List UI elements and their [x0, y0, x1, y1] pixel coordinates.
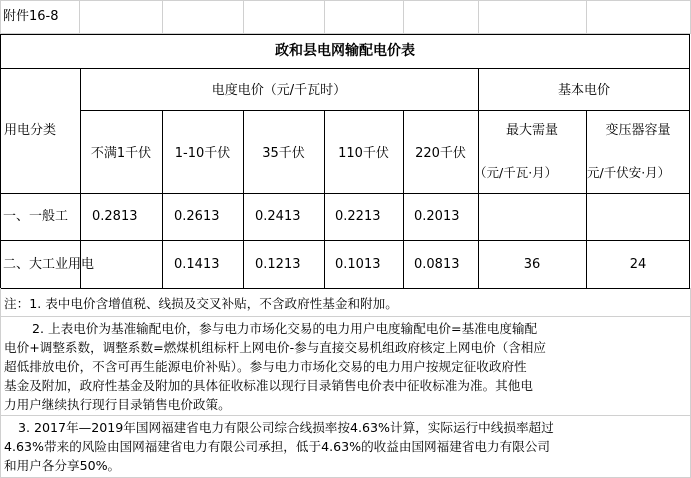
table-cell: 0.1413 [174, 257, 220, 272]
note-2-line: 2. 上表电价为基准输配电价，参与电力市场化交易的电力用户电度输配电价=基准电度输配 [32, 321, 538, 336]
note-2-line: 电价+调整系数，调整系数=燃煤机组标杆上网电价-参与直接交易机组政府核定上网电价（含相应 [4, 340, 546, 355]
grid-line [162, 0, 163, 34]
table-cell: 0.2013 [414, 209, 460, 224]
note-2-line: 超低排放电价，不含可再生能源电价补贴）。参与电力市场化交易的电力用户按规定征收政府性 [4, 359, 527, 374]
table-border [80, 110, 690, 111]
table-cell: 0.2613 [174, 209, 220, 224]
table-cell: 0.0813 [414, 257, 460, 272]
header-voltage: 110千伏 [338, 146, 389, 161]
grid-line [243, 0, 244, 34]
header-energy-price: 电度电价（元/千瓦时） [211, 83, 347, 98]
grid-line [79, 0, 80, 34]
header-category: 用电分类 [4, 123, 57, 138]
table-border [80, 68, 81, 289]
grid-line [0, 415, 691, 416]
note-3-line: 4.63%带来的风险由国网福建省电力有限公司承担，低于4.63%的收益由国网福建省电力有限公司 [4, 439, 550, 454]
note-3-line: 和用户各分享50%。 [4, 458, 121, 473]
table-border [0, 34, 690, 35]
table-cell: 24 [629, 257, 647, 272]
grid-line [0, 0, 691, 1]
grid-line [0, 288, 1, 478]
grid-line [403, 0, 404, 34]
unit-max-demand: （元/千瓦·月） [474, 165, 558, 180]
table-cell: 0.1213 [255, 257, 301, 272]
table-cell: 0.2213 [335, 209, 381, 224]
header-voltage: 220千伏 [415, 146, 466, 161]
header-basic-price: 基本电价 [557, 83, 610, 98]
note-2-line: 力用户继续执行现行目录销售电价政策。 [4, 397, 231, 412]
row-category: 一、一般工 [3, 209, 69, 224]
table-cell: 0.1013 [335, 257, 381, 272]
grid-line [478, 0, 479, 34]
table-cell: 0.2413 [255, 209, 301, 224]
unit-transformer: 元/千伏安·月） [587, 165, 671, 180]
note-1: 注：1. 表中电价含增值税、线损及交叉补贴，不含政府性基金和附加。 [4, 296, 398, 311]
header-max-demand: 最大需量 [505, 123, 558, 138]
row-category: 二、大工业用电 [3, 257, 95, 272]
table-border [0, 68, 690, 69]
grid-line [0, 316, 691, 317]
note-2-line: 基金及附加，政府性基金及附加的具体征收标准以现行目录销售电价表中征收标准为准。其他电 [4, 378, 533, 393]
table-title: 政和县电网输配电价表 [275, 43, 415, 59]
header-transformer-capacity: 变压器容量 [605, 123, 671, 138]
header-voltage: 1-10千伏 [174, 146, 231, 161]
table-cell: 36 [523, 257, 541, 272]
table-border [162, 110, 163, 289]
header-voltage: 不满1千伏 [90, 146, 152, 161]
grid-line [586, 0, 587, 34]
table-border [0, 34, 1, 289]
table-border [689, 34, 690, 289]
attachment-label: 附件16-8 [3, 9, 59, 24]
table-cell: 0.2813 [92, 209, 138, 224]
table-border [403, 110, 404, 289]
note-3-line: 3. 2017年—2019年国网福建省电力有限公司综合线损率按4.63%计算，实际运行中线损率超过 [18, 420, 554, 435]
table-border [324, 110, 325, 289]
header-voltage: 35千伏 [262, 146, 305, 161]
table-border [243, 110, 244, 289]
grid-line [0, 0, 1, 34]
grid-line [324, 0, 325, 34]
